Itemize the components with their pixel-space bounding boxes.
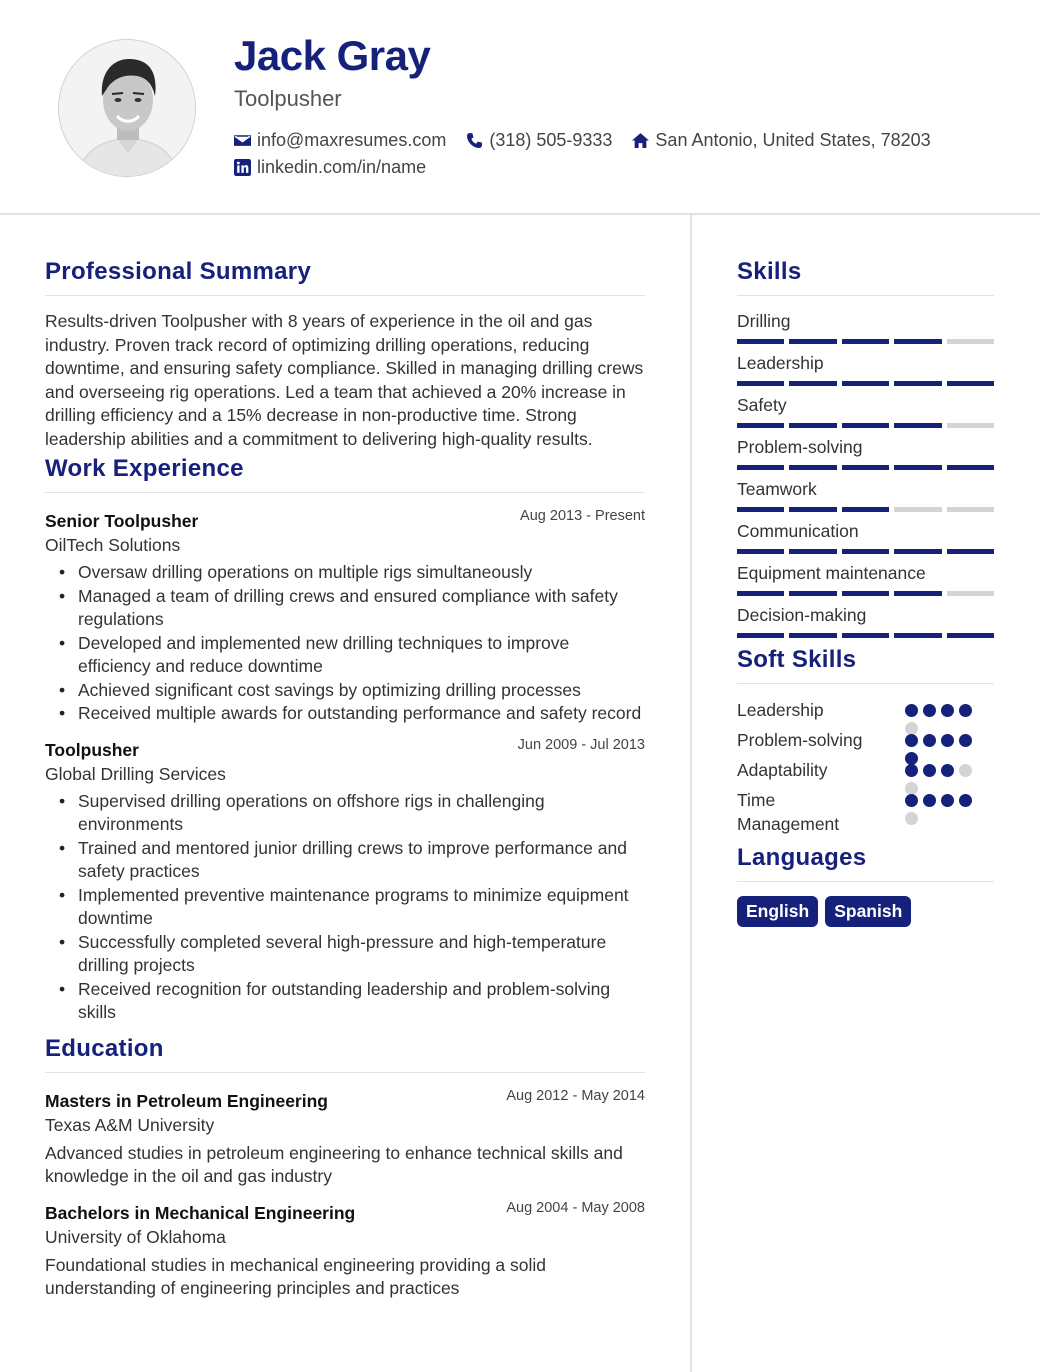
job-bullets [45, 790, 645, 1025]
skill-level-segment [894, 381, 941, 386]
bullet-item: • Received recognition for outstanding leadership and problem-solving skills [78, 978, 645, 1025]
candidate-name: Jack Gray [234, 32, 431, 79]
skill-level-segment [894, 507, 941, 512]
bullet-item: • Trained and mentored junior drilling crews to improve performance and safety practices [78, 837, 645, 884]
job-company: Global Drilling Services [45, 763, 226, 784]
bullet-item: • Received multiple awards for outstanding performance and safety record [78, 702, 645, 726]
soft-skill-name: Problem-solving [737, 730, 863, 750]
rating-dot [959, 764, 972, 777]
skill-level-bar [737, 465, 994, 476]
skill-level-segment [894, 339, 941, 344]
skill-level-segment [947, 507, 994, 512]
job-entry [45, 736, 645, 1025]
bullet-item: • Successfully completed several high-pressure and high-temperature drilling projects [78, 931, 645, 978]
skill-level-segment [789, 591, 836, 596]
soft-skill-item [737, 728, 994, 758]
education-heading: Education [45, 1035, 645, 1073]
skill-name: Drilling [737, 311, 791, 331]
location-text: San Antonio, United States, 78203 [655, 130, 931, 150]
skill-level-segment [947, 381, 994, 386]
skill-level-bar [737, 381, 994, 392]
skill-item [737, 562, 994, 602]
skill-level-segment [737, 423, 784, 428]
skill-item [737, 604, 994, 644]
education-entry [45, 1199, 645, 1301]
skill-level-segment [737, 381, 784, 386]
skill-item [737, 478, 994, 518]
skill-level-segment [894, 423, 941, 428]
skill-level-segment [789, 549, 836, 554]
phone-icon [466, 132, 483, 149]
soft-skill-name: Time Management [737, 790, 840, 834]
bullet-item: • Oversaw drilling operations on multiple rigs simultaneously [78, 561, 645, 585]
skills-list [737, 310, 994, 644]
school-name: University of Oklahoma [45, 1226, 226, 1247]
rating-dot [941, 794, 954, 807]
skill-level-bar [737, 339, 994, 350]
job-title: Toolpusher [45, 739, 139, 760]
rating-dot [941, 734, 954, 747]
education-date: Aug 2012 - May 2014 [506, 1087, 645, 1104]
skill-level-segment [789, 339, 836, 344]
skill-item [737, 352, 994, 392]
rating-dot [905, 704, 918, 717]
languages-heading: Languages [737, 844, 994, 882]
rating-dot [905, 734, 918, 747]
soft-skill-item [737, 758, 994, 788]
skill-name: Decision-making [737, 605, 867, 625]
skill-level-segment [842, 507, 889, 512]
soft-skill-item [737, 788, 994, 840]
skill-level-segment [842, 423, 889, 428]
skill-level-segment [947, 339, 994, 344]
skill-level-segment [894, 549, 941, 554]
soft-skills-list [737, 698, 994, 840]
experience-heading: Work Experience [45, 455, 645, 493]
rating-dot [959, 794, 972, 807]
job-company: OilTech Solutions [45, 535, 181, 555]
skill-level-segment [789, 465, 836, 470]
contact-linkedin[interactable] [234, 157, 426, 178]
skill-level-segment [894, 633, 941, 638]
skill-level-segment [737, 549, 784, 554]
skill-level-segment [894, 591, 941, 596]
skill-level-segment [947, 633, 994, 638]
contact-phone[interactable] [466, 130, 612, 151]
soft-skill-rating [905, 794, 983, 825]
skill-level-bar [737, 633, 994, 644]
contact-email[interactable] [234, 130, 446, 151]
skill-level-segment [842, 549, 889, 554]
skill-name: Equipment maintenance [737, 563, 926, 583]
skill-level-segment [842, 465, 889, 470]
skill-level-segment [737, 465, 784, 470]
skills-heading: Skills [737, 258, 994, 296]
linkedin-text: linkedin.com/in/name [257, 157, 427, 177]
skill-level-segment [842, 591, 889, 596]
skill-item [737, 394, 994, 434]
skill-level-bar [737, 507, 994, 518]
skill-level-bar [737, 549, 994, 560]
linkedin-icon [234, 159, 251, 176]
summary-text: Results-driven Toolpusher with 8 years of experience in the oil and gas industry. Proven track record of optimizing drilling operations, reducing downtime, and ensuring safety compliance. Skilled in managing drilling crews and overseeing rig operations. Led a team that achieved a 20% increase in drilling efficiency and a 15% decrease in non-productive time. Strong leadership abilities and a commitment to delivering high-quality results. [45, 311, 644, 449]
bullet-item: • Implemented preventive maintenance programs to minimize equipment downtime [78, 884, 645, 931]
degree-title: Masters in Petroleum Engineering [45, 1090, 328, 1111]
skill-item [737, 520, 994, 560]
skill-level-segment [737, 591, 784, 596]
skill-level-segment [947, 549, 994, 554]
bullet-item: • Supervised drilling operations on offshore rigs in challenging environments [78, 790, 645, 837]
rating-dot [941, 704, 954, 717]
home-icon [632, 132, 649, 149]
main-column [45, 258, 645, 1311]
languages-list [737, 896, 994, 927]
soft-skills-heading: Soft Skills [737, 646, 994, 684]
skill-name: Communication [737, 521, 859, 541]
skill-level-segment [842, 381, 889, 386]
skill-level-segment [737, 339, 784, 344]
education-entry [45, 1087, 645, 1189]
rating-dot [923, 704, 936, 717]
email-text: info@maxresumes.com [257, 130, 447, 150]
resume-header [0, 0, 1040, 215]
skill-level-segment [789, 423, 836, 428]
avatar [58, 39, 196, 177]
rating-dot [959, 734, 972, 747]
skill-level-bar [737, 423, 994, 434]
rating-dot [959, 704, 972, 717]
candidate-title: Toolpusher [234, 86, 342, 111]
bullet-item: • Achieved significant cost savings by optimizing drilling processes [78, 679, 645, 703]
skill-item [737, 436, 994, 476]
rating-dot [905, 764, 918, 777]
skill-level-segment [789, 381, 836, 386]
language-chip: Spanish [825, 896, 911, 927]
skill-level-segment [789, 507, 836, 512]
rating-dot [923, 734, 936, 747]
envelope-icon [234, 132, 251, 149]
language-chip: English [737, 896, 818, 927]
job-date: Aug 2013 - Present [520, 508, 645, 524]
side-column [737, 258, 994, 927]
skill-item [737, 310, 994, 350]
skill-name: Safety [737, 395, 787, 415]
skill-level-segment [737, 633, 784, 638]
rating-dot [941, 764, 954, 777]
job-entry [45, 507, 645, 726]
education-description: Foundational studies in mechanical engineering providing a solid understanding of engineering principles and practices [45, 1254, 547, 1298]
rating-dot [905, 812, 918, 825]
soft-skill-name: Adaptability [737, 760, 828, 780]
skill-name: Problem-solving [737, 437, 863, 457]
job-date: Jun 2009 - Jul 2013 [517, 736, 645, 753]
skill-level-segment [842, 633, 889, 638]
skill-level-segment [947, 465, 994, 470]
job-title: Senior Toolpusher [45, 511, 199, 531]
phone-text: (318) 505-9333 [489, 130, 613, 150]
skill-level-segment [789, 633, 836, 638]
contact-row [234, 130, 951, 151]
skill-level-bar [737, 591, 994, 602]
bullet-item: • Managed a team of drilling crews and ensured compliance with safety regulations [78, 585, 645, 632]
school-name: Texas A&M University [45, 1114, 215, 1135]
rating-dot [905, 794, 918, 807]
skill-level-segment [737, 507, 784, 512]
degree-title: Bachelors in Mechanical Engineering [45, 1202, 356, 1223]
summary-heading: Professional Summary [45, 258, 645, 296]
skill-level-segment [842, 339, 889, 344]
contact-location [632, 130, 930, 151]
skill-name: Leadership [737, 353, 824, 373]
contact-row-secondary [234, 157, 446, 178]
skill-level-segment [894, 465, 941, 470]
skill-name: Teamwork [737, 479, 817, 499]
rating-dot [923, 794, 936, 807]
rating-dot [923, 764, 936, 777]
column-divider [690, 215, 692, 1372]
skill-level-segment [947, 591, 994, 596]
skill-level-segment [947, 423, 994, 428]
education-date: Aug 2004 - May 2008 [506, 1199, 645, 1216]
soft-skill-name: Leadership [737, 700, 824, 720]
profile-photo-icon [59, 40, 196, 177]
job-bullets [45, 561, 645, 726]
education-description: Advanced studies in petroleum engineering to enhance technical skills and knowledge in the oil and gas industry [45, 1142, 623, 1186]
soft-skill-item [737, 698, 994, 728]
bullet-item: • Developed and implemented new drilling techniques to improve efficiency and reduce downtime [78, 632, 645, 679]
